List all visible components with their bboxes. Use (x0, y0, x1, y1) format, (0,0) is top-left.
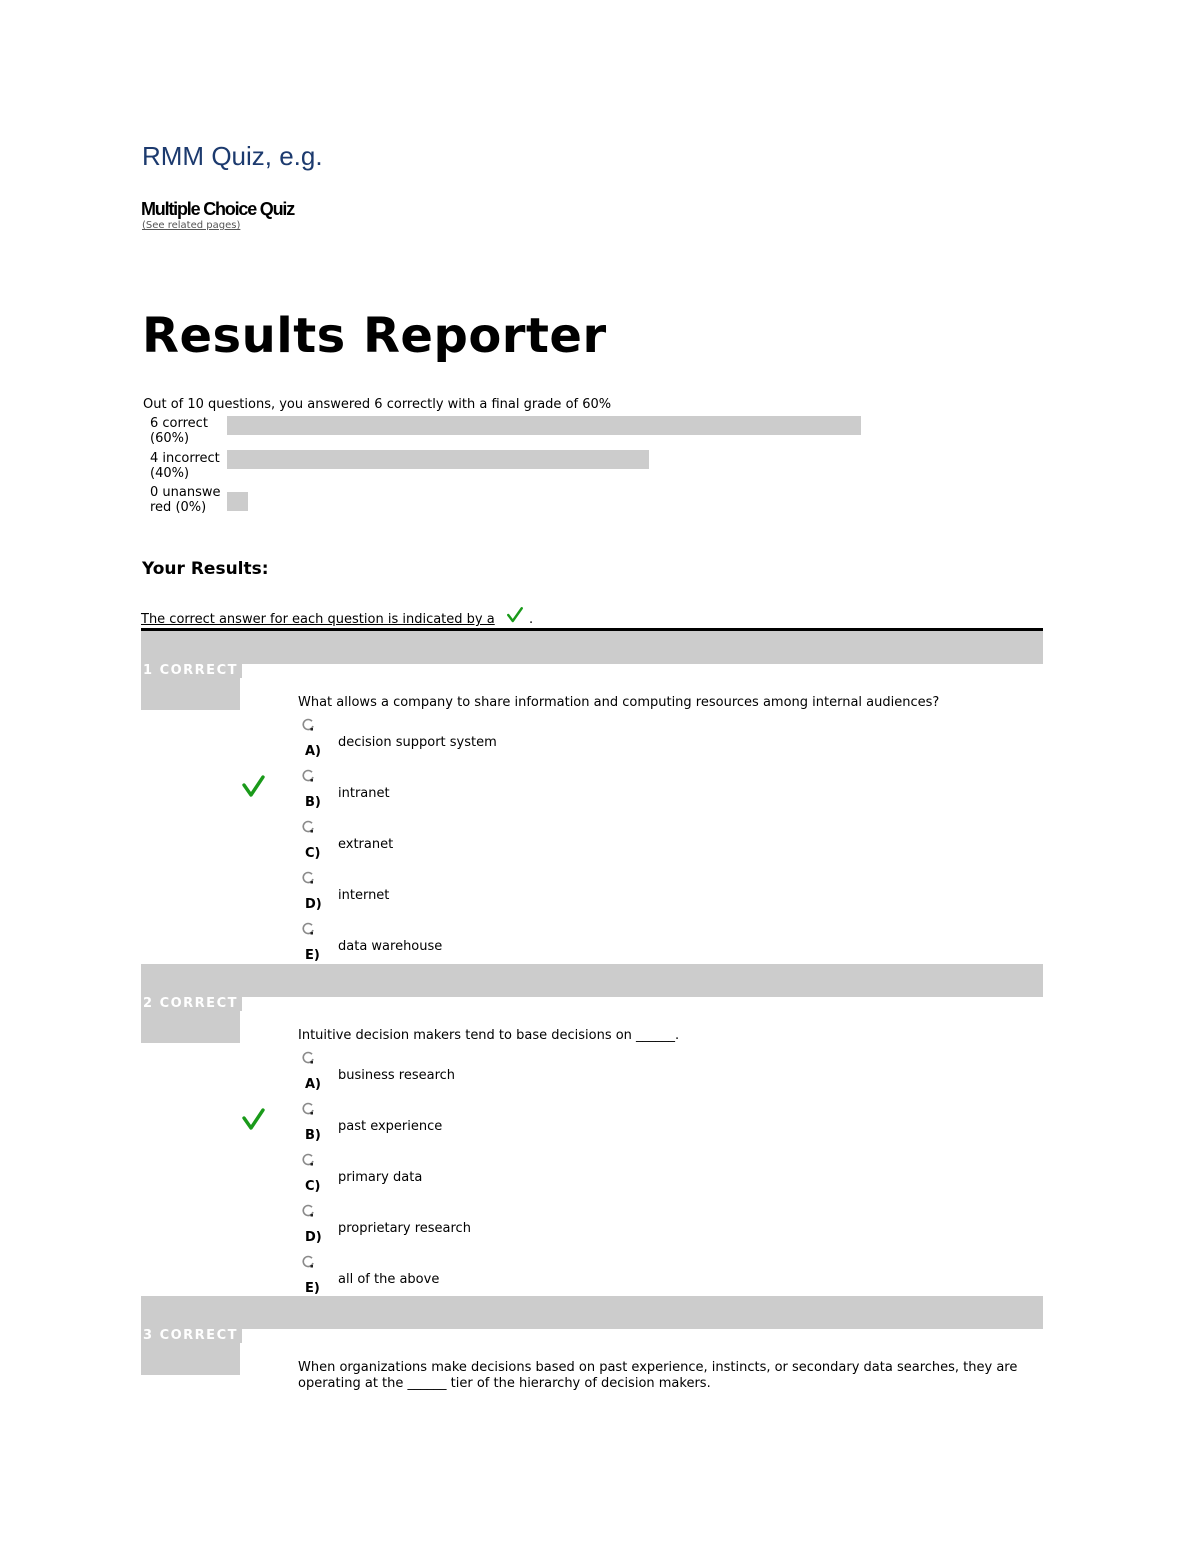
question-block-3 (141, 1296, 1043, 1416)
answer-radio[interactable] (301, 769, 315, 783)
answer-text: extranet (338, 837, 394, 852)
correct-checkmark-icon (241, 774, 265, 798)
question-status: 1 CORRECT (143, 663, 242, 678)
answer-radio[interactable] (301, 820, 315, 834)
stat-label-incorrect: 4 incorrect (40%) (150, 451, 220, 481)
answer-radio[interactable] (301, 871, 315, 885)
question-text: When organizations make decisions based on past experience, instincts, or secondary data searches, they are operating at the ______ tier of the hierarchy of decision makers. (298, 1360, 1018, 1391)
results-heading: Your Results: (142, 559, 269, 579)
question-text: Intuitive decision makers tend to base decisions on ______. (298, 1028, 680, 1043)
answer-text: past experience (338, 1119, 443, 1134)
page-title: Results Reporter (142, 308, 607, 364)
answer-letter: C) (305, 1179, 321, 1194)
question-status: 2 CORRECT (143, 996, 242, 1011)
answer-radio[interactable] (301, 1102, 315, 1116)
answer-text: intranet (338, 786, 390, 801)
legend-text: The correct answer for each question is indicated by a (141, 612, 495, 627)
answer-option (141, 718, 1043, 768)
answer-option (141, 1204, 1043, 1254)
question-block-2 (141, 964, 1043, 1299)
answer-option (141, 1153, 1043, 1203)
answer-text: data warehouse (338, 939, 443, 954)
checkmark-icon (505, 606, 525, 624)
answer-text: proprietary research (338, 1221, 471, 1236)
related-pages-link[interactable]: (See related pages) (142, 220, 241, 231)
quiz-type-heading: Multiple Choice Quiz (141, 199, 295, 219)
question-header-band (141, 631, 1043, 664)
answer-radio[interactable] (301, 718, 315, 732)
stat-bar-correct (227, 416, 861, 435)
answer-radio[interactable] (301, 1051, 315, 1065)
answer-letter: A) (305, 1077, 322, 1092)
answer-letter: B) (305, 795, 321, 810)
question-header-band (141, 964, 1043, 997)
question-status: 3 CORRECT (143, 1328, 242, 1343)
answer-radio[interactable] (301, 1204, 315, 1218)
correct-checkmark-icon (241, 1107, 265, 1131)
answer-text: all of the above (338, 1272, 440, 1287)
answer-option (141, 769, 1043, 819)
answer-option (141, 1102, 1043, 1152)
answer-option (141, 1051, 1043, 1101)
question-block-1 (141, 631, 1043, 966)
answer-letter: D) (305, 1230, 322, 1245)
answer-letter: A) (305, 744, 322, 759)
stat-label-unanswered: 0 unanswered (0%) (150, 485, 221, 515)
question-text: What allows a company to share information and computing resources among internal audiences? (298, 695, 940, 710)
site-title: RMM Quiz, e.g. (142, 141, 323, 171)
question-header-band (141, 1296, 1043, 1329)
stat-bar-incorrect (227, 450, 649, 469)
score-summary: Out of 10 questions, you answered 6 correctly with a final grade of 60% (143, 397, 612, 412)
answer-text: internet (338, 888, 390, 903)
answer-radio[interactable] (301, 1255, 315, 1269)
answer-option (141, 871, 1043, 921)
answer-text: decision support system (338, 735, 497, 750)
answer-letter: E) (305, 1281, 320, 1296)
legend-suffix: . (529, 612, 534, 627)
answer-radio[interactable] (301, 1153, 315, 1167)
answer-letter: C) (305, 846, 321, 861)
answer-letter: E) (305, 948, 320, 963)
stat-bar-unanswered (227, 492, 248, 511)
correct-answer-legend (141, 606, 533, 627)
stat-label-correct: 6 correct (60%) (150, 416, 208, 446)
answer-option (141, 820, 1043, 870)
answer-text: primary data (338, 1170, 423, 1185)
answer-letter: B) (305, 1128, 321, 1143)
answer-letter: D) (305, 897, 322, 912)
answer-text: business research (338, 1068, 456, 1083)
answer-radio[interactable] (301, 922, 315, 936)
